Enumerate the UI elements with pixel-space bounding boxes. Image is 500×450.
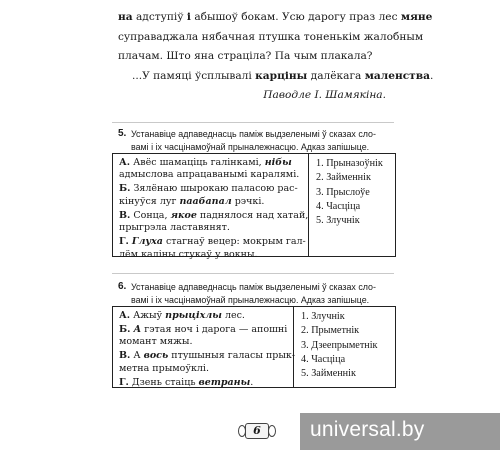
answer-option: 4. Часціца (301, 353, 346, 365)
text-run: абышоў бокам. Усю дарогу праз лес (190, 11, 401, 23)
passage-line (118, 67, 434, 87)
task-5-matching-table (112, 153, 396, 260)
highlighted-word: паабапал (179, 195, 232, 207)
highlighted-word: Г. (119, 376, 129, 388)
task-instruction (131, 128, 401, 153)
highlighted-word: Г. (119, 236, 129, 248)
sentence-item (119, 210, 308, 235)
answer-option: 5. Займеннік (301, 368, 356, 380)
text-run: Зялёнаю шырокаю паласою рас- (130, 183, 298, 195)
highlighted-word: Глуха (131, 236, 163, 248)
text-run: Сонца, (130, 209, 171, 221)
sentence-item (119, 183, 308, 208)
text-run: прыгрэла ластавянят. (119, 222, 230, 234)
highlighted-word: прыціхлы (165, 310, 222, 321)
text-run: . (429, 69, 434, 82)
text-run: А (130, 350, 144, 362)
section-divider (112, 122, 394, 123)
passage-line (118, 47, 386, 67)
text-run: метна прымоўклі. (119, 362, 209, 374)
passage-attribution: Паводле І. Шамякіна. (263, 89, 386, 101)
instruction-line: Устанавіце адпаведнасць паміж выдзеленымі ў сказах сло- (131, 129, 376, 139)
highlighted-word: маленства (364, 69, 430, 82)
highlighted-word: Б. (119, 324, 131, 335)
answer-option: 1. Прыназоўнік (316, 158, 383, 169)
answer-option: 3. Дзеепрыметнік (301, 339, 378, 351)
text-run: стагнаў вецер: мокрым гал- (162, 236, 306, 248)
answer-option: 5. Злучнік (316, 215, 360, 227)
task-6-matching-table (112, 306, 396, 388)
reading-passage (118, 8, 434, 106)
highlighted-word: нібы (264, 157, 292, 168)
sentence-item (119, 350, 295, 375)
answer-option: 3. Прыслоўе (316, 186, 370, 198)
page-number-badge (238, 422, 278, 442)
highlighted-word: карціны (255, 69, 308, 82)
text-run: лес. (221, 310, 245, 321)
text-run: Дзень стаіць (128, 376, 199, 388)
task-instruction (131, 281, 401, 306)
answer-option: 2. Прыметнік (301, 325, 360, 337)
parts-of-speech-column (316, 157, 383, 228)
highlighted-word: і (186, 11, 191, 23)
text-run: плачам. Што яна страціла? Па чым плакала? (118, 50, 373, 62)
highlighted-word: вось (143, 350, 169, 362)
instruction-line: вамі і іх часцінамоўнай прыналежнасцю. Адказ запішыце. (131, 141, 370, 152)
text-run: Ажыў (130, 310, 166, 321)
passage-line (118, 28, 424, 48)
page-number: 6 (253, 424, 261, 437)
highlighted-word: мяне (400, 11, 433, 23)
highlighted-word: А. (119, 310, 131, 321)
text-run: гэтая ноч і дарога — апошні (141, 324, 288, 335)
sentence-item (119, 236, 308, 261)
highlighted-word: В. (119, 350, 131, 362)
task-number: 5. (118, 128, 127, 139)
sentence-item (119, 310, 295, 322)
text-run: адступіў (132, 11, 187, 23)
text-run: паднялося над хатай, (196, 209, 309, 221)
text-run: момант мяжы. (119, 336, 193, 348)
sentence-item (119, 157, 308, 182)
text-run: лём каліны стукаў у вокны. (119, 248, 258, 260)
answer-option: 4. Часціца (316, 200, 361, 212)
highlighted-word: А (133, 324, 142, 335)
highlighted-word: якое (170, 209, 197, 221)
task-number: 6. (118, 281, 127, 292)
text-run: Авёс шамаціць галінкамі, (130, 157, 265, 168)
scroll-ornament-icon (268, 425, 276, 437)
sentence-item (119, 324, 295, 349)
watermark (300, 413, 500, 450)
text-run: адмыслова апрацаванымі каралямі. (119, 169, 300, 181)
answer-option: 2. Займеннік (316, 172, 371, 184)
highlighted-word: А. (119, 157, 131, 168)
section-divider (112, 273, 394, 274)
text-run: . (250, 376, 254, 388)
parts-of-speech-column (301, 310, 378, 381)
text-run: суправаджала нябачная птушка тоненькім жалобным (118, 30, 424, 43)
highlighted-word: Б. (119, 183, 131, 195)
text-run: птушыныя галасы прык- (168, 350, 296, 362)
text-run: рэчкі. (231, 195, 265, 207)
instruction-line: Устанавіце адпаведнасць паміж выдзеленымі ў сказах сло- (131, 282, 376, 292)
passage-line (118, 8, 433, 28)
highlighted-word: на (118, 11, 133, 23)
sentences-column (119, 310, 295, 391)
text-run: ...У памяці ўсплывалі (132, 69, 256, 82)
answer-option: 1. Злучнік (301, 311, 345, 322)
highlighted-word: В. (119, 209, 131, 221)
sentences-column (119, 157, 308, 263)
highlighted-word: ветраны (198, 376, 251, 388)
sentence-item (119, 377, 295, 389)
watermark-text: universal.by (310, 418, 425, 441)
instruction-line: вамі і іх часцінамоўнай прыналежнасцю. Адказ запішыце. (131, 294, 370, 305)
text-run: далёкага (307, 69, 365, 82)
text-run: кінуўся луг (119, 195, 180, 207)
